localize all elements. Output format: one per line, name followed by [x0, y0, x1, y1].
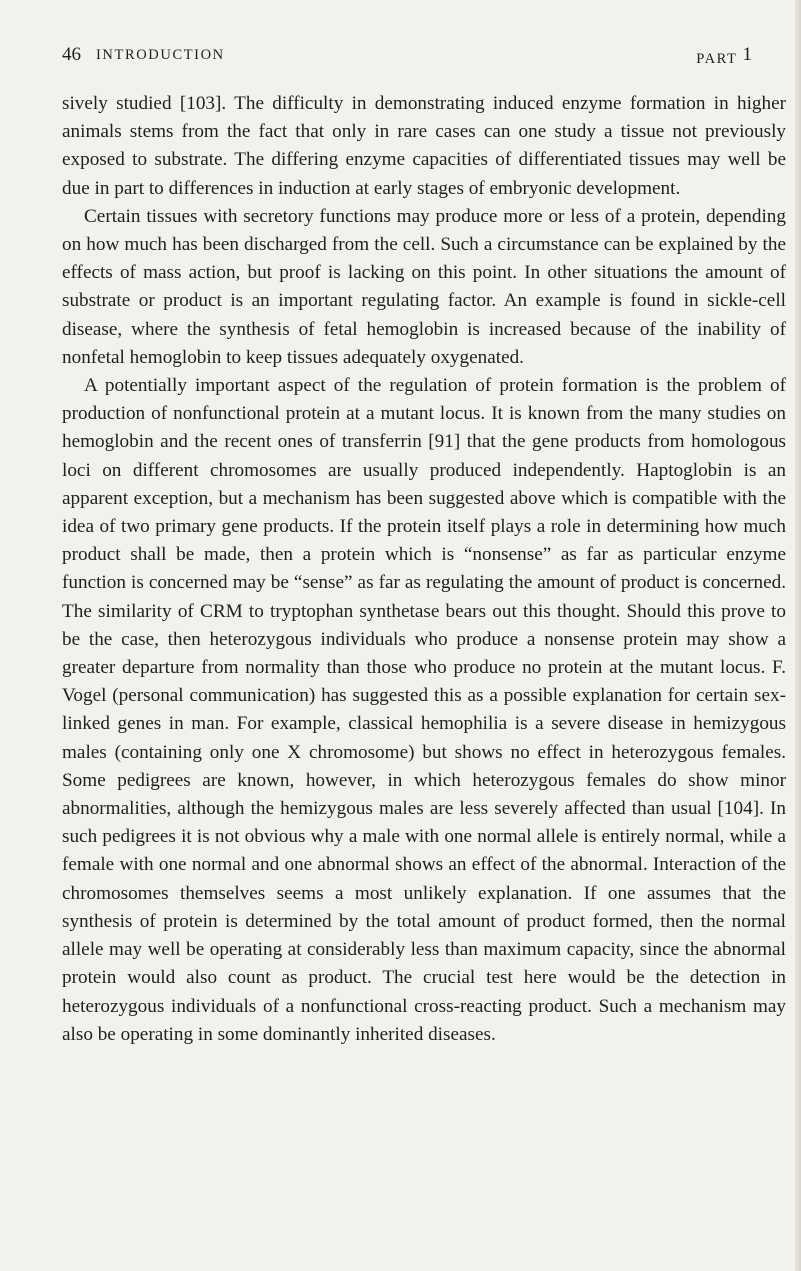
- running-header: [62, 44, 752, 72]
- running-title: INTRODUCTION: [96, 47, 225, 63]
- part-word: PART: [696, 51, 738, 67]
- part-label: [696, 44, 752, 69]
- part-number: 1: [742, 44, 752, 65]
- page-edge-shadow: [795, 0, 801, 1271]
- page-number: 46: [62, 44, 81, 65]
- paragraph-3: A potentially important aspect of the regulation of protein formation is the problem of production of nonfunctional protein at a mutant locus. It is known from the many studies on hemoglobin and the recent ones of transferrin [91] that the gene products from homologous loci on different chromosomes are usually produced independently. Haptoglobin is an apparent exception, but a mechanism has been suggested above which is compatible with the idea of two primary gene products. If the protein itself plays a role in determining how much product shall be made, then a protein which is “nonsense” as far as particular enzyme function is concerned may be “sense” as far as regulating the amount of product is concerned. The similarity of CRM to tryptophan synthetase bears out this thought. Should this prove to be the case, then heterozygous individuals who produce a nonsense protein may show a greater departure from normality than those who produce no protein at the mutant locus. F. Vogel (personal communication) has suggested this as a possible explanation for certain sex-linked genes in man. For example, classical hemophilia is a severe disease in hemizygous males (containing only one X chromosome) but shows no effect in heterozygous females. Some pedigrees are known, however, in which heterozygous females do show minor abnormalities, although the hemizygous males are less severely affected than usual [104]. In such pedigrees it is not obvious why a male with one normal allele is entirely normal, while a female with one normal and one abnormal shows an effect of the abnormal. Interaction of the chromosomes themselves seems a most unlikely explanation. If one assumes that the synthesis of protein is determined by the total amount of product formed, then the normal allele may well be operating at considerably less than maximum capacity, since the abnormal protein would also count as product. The crucial test here would be the detection in heterozygous individuals of a nonfunctional cross-reacting product. Such a mechanism may also be operating in some dominantly inherited diseases.: [62, 375, 786, 1045]
- body-text: [62, 90, 786, 1049]
- paragraph-2: Certain tissues with secretory functions may produce more or less of a protein, depending on how much has been discharged from the cell. Such a circumstance can be explained by the effects of mass action, but proof is lacking on this point. In other situations the amount of substrate or product is an important regulating factor. An example is found in sickle-cell disease, where the synthesis of fetal hemoglobin is increased because of the inability of nonfetal hemoglobin to keep tissues adequately oxygenated.: [62, 205, 786, 368]
- paragraph-1: sively studied [103]. The difficulty in demonstrating induced enzyme formation in higher animals stems from the fact that only in rare cases can one study a tissue not previously exposed to substrate. The differing enzyme capacities of differentiated tissues may well be due in part to differences in induction at early stages of embryonic development.: [62, 93, 786, 199]
